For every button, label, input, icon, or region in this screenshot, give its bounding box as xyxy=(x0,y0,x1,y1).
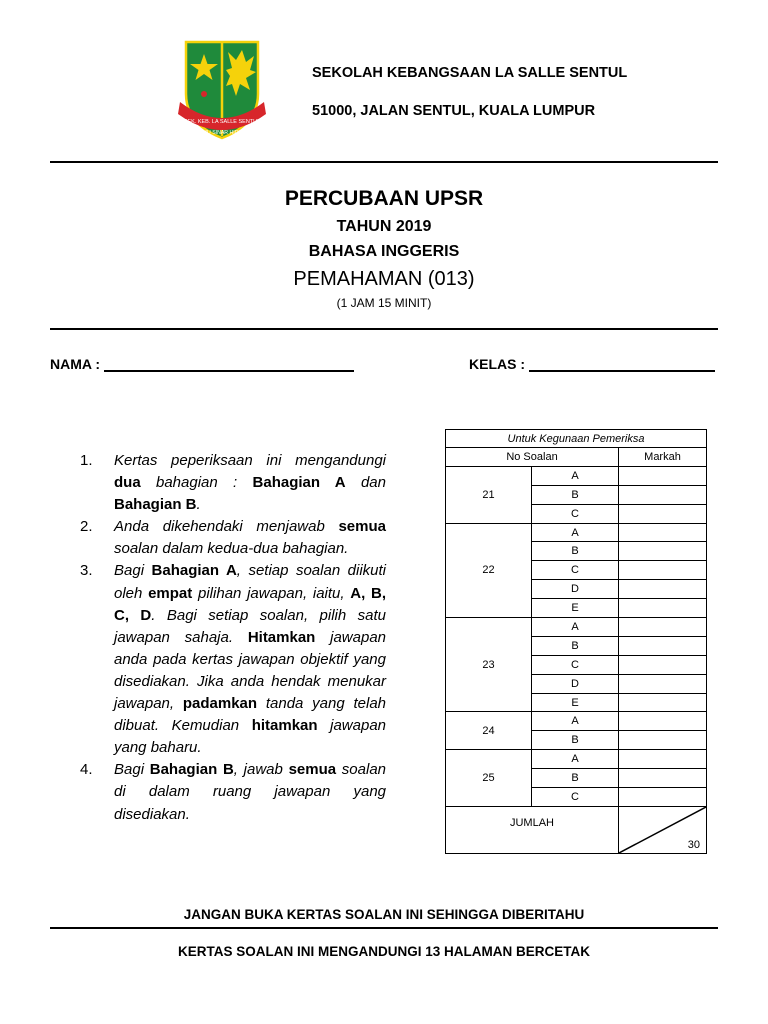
nama-line xyxy=(104,356,354,372)
question-part: D xyxy=(532,674,619,693)
instruction-emphasis: Hitamkan xyxy=(247,628,316,646)
instruction-emphasis: padamkan xyxy=(182,695,258,713)
marks-cell[interactable] xyxy=(619,750,707,769)
question-part: D xyxy=(532,580,619,599)
instruction-text: soalan di dalam ruang jawapan yang disediakan. xyxy=(114,761,386,823)
instruction-number: 2. xyxy=(80,518,93,536)
question-part: B xyxy=(532,542,619,561)
page-count-text: KERTAS SOALAN INI MENGANDUNGI 13 HALAMAN BERCETAK xyxy=(177,944,590,959)
col-header-question: No Soalan xyxy=(446,448,619,467)
table-row xyxy=(446,618,707,637)
warning-text: JANGAN BUKA KERTAS SOALAN INI SEHINGGA DIBERITAHU xyxy=(183,907,585,922)
marks-cell[interactable] xyxy=(619,504,707,523)
question-part: E xyxy=(532,693,619,712)
total-marks-cell[interactable] xyxy=(619,806,707,853)
kelas-field[interactable] xyxy=(469,356,715,372)
table-caption: Untuk Kegunaan Pemeriksa xyxy=(446,430,707,448)
marks-cell[interactable] xyxy=(619,655,707,674)
marks-cell[interactable] xyxy=(619,788,707,807)
question-part: C xyxy=(532,561,619,580)
title-divider xyxy=(50,328,718,330)
question-part: E xyxy=(532,599,619,618)
marks-cell[interactable] xyxy=(619,618,707,637)
marks-cell[interactable] xyxy=(619,561,707,580)
table-row xyxy=(446,750,707,769)
instruction-text: . Bagi setiap soalan, pilih satu jawapan sahaja. xyxy=(114,606,386,646)
instruction-text: Kertas peperiksaan ini mengandungi xyxy=(114,452,386,469)
question-part: A xyxy=(532,750,619,769)
instruction-item xyxy=(80,450,386,516)
instruction-emphasis: Bahagian A xyxy=(151,562,237,580)
table-row xyxy=(446,712,707,731)
question-number: 24 xyxy=(446,712,532,750)
instruction-text: jawapan yang baharu. xyxy=(114,717,386,757)
exam-title: PERCUBAAN UPSR xyxy=(284,187,484,210)
school-address: 51000, JALAN SENTUL, KUALA LUMPUR xyxy=(312,103,596,119)
marks-cell[interactable] xyxy=(619,693,707,712)
instruction-emphasis: Bahagian B xyxy=(149,761,234,779)
instruction-text: soalan dalam kedua-dua bahagian. xyxy=(114,540,349,558)
exam-paper: PEMAHAMAN (013) xyxy=(293,268,475,290)
table-row xyxy=(446,523,707,542)
total-max-marks: 30 xyxy=(687,838,701,851)
instruction-text: . xyxy=(196,496,201,514)
exam-year: TAHUN 2019 xyxy=(336,218,432,235)
instruction-text: , jawab xyxy=(233,761,289,779)
instruction-text: tanda yang telah dibuat. Kemudian xyxy=(114,695,387,735)
instruction-emphasis: empat xyxy=(148,584,193,602)
question-part: A xyxy=(532,523,619,542)
instruction-text: jawapan anda pada kertas jawapan objektif yang disediakan. Jika anda hendak menukar jawapan, xyxy=(114,628,386,713)
crest-ribbon-text: SEK. KEB. LA SALLE SENTUL xyxy=(183,119,261,125)
question-part: B xyxy=(532,769,619,788)
question-part: B xyxy=(532,731,619,750)
question-part: A xyxy=(532,466,619,485)
instruction-number: 3. xyxy=(80,562,93,580)
col-header-marks: Markah xyxy=(619,448,707,467)
instruction-number: 1. xyxy=(80,452,93,469)
question-number: 25 xyxy=(446,750,532,807)
instruction-emphasis: semua xyxy=(338,518,386,536)
footer-divider xyxy=(50,927,718,929)
question-part: B xyxy=(532,636,619,655)
instruction-item xyxy=(80,560,386,759)
total-label: JUMLAH xyxy=(446,806,619,853)
marks-cell[interactable] xyxy=(619,580,707,599)
header-divider xyxy=(50,161,718,163)
question-number: 21 xyxy=(446,466,532,523)
question-part: C xyxy=(532,788,619,807)
instruction-text: , setiap soalan diikuti oleh xyxy=(114,562,386,602)
question-number: 23 xyxy=(446,618,532,712)
instruction-emphasis: A, B, C, D xyxy=(114,584,387,624)
crest-motto-text: ILMU SINAR HIDUP xyxy=(198,130,246,136)
marks-cell[interactable] xyxy=(619,599,707,618)
question-part: B xyxy=(532,485,619,504)
total-row xyxy=(446,806,707,853)
question-part: C xyxy=(532,655,619,674)
exam-subject: BAHASA INGGERIS xyxy=(308,243,460,260)
marks-cell[interactable] xyxy=(619,674,707,693)
marks-cell[interactable] xyxy=(619,769,707,788)
instruction-text: dan xyxy=(345,474,386,492)
marks-cell[interactable] xyxy=(619,466,707,485)
question-part: C xyxy=(532,504,619,523)
kelas-line xyxy=(529,356,715,372)
instruction-item xyxy=(80,516,386,560)
marks-cell[interactable] xyxy=(619,712,707,731)
instruction-number: 4. xyxy=(80,761,93,779)
question-number: 22 xyxy=(446,523,532,617)
marks-cell[interactable] xyxy=(619,731,707,750)
instruction-emphasis: Bahagian B xyxy=(114,496,197,514)
instruction-emphasis: semua xyxy=(288,761,337,779)
instruction-text: Bagi xyxy=(114,761,150,779)
instruction-emphasis: dua xyxy=(114,474,141,492)
instruction-text: Anda dikehendaki menjawab xyxy=(114,518,339,536)
marks-cell[interactable] xyxy=(619,636,707,655)
school-name: SEKOLAH KEBANGSAAN LA SALLE SENTUL xyxy=(312,65,628,81)
marks-cell[interactable] xyxy=(619,542,707,561)
table-row xyxy=(446,466,707,485)
instruction-text: bahagian : xyxy=(140,474,253,492)
kelas-label: KELAS : xyxy=(469,356,525,372)
question-part: A xyxy=(532,618,619,637)
instruction-text: pilihan jawapan, iaitu, xyxy=(192,584,351,602)
marks-cell[interactable] xyxy=(619,485,707,504)
school-crest xyxy=(176,36,268,146)
instructions-list xyxy=(80,450,386,826)
marks-cell[interactable] xyxy=(619,523,707,542)
instruction-emphasis: hitamkan xyxy=(251,717,318,735)
nama-field[interactable] xyxy=(50,356,354,372)
nama-label: NAMA : xyxy=(50,356,101,372)
question-part: A xyxy=(532,712,619,731)
instruction-item xyxy=(80,759,386,825)
exam-duration: (1 JAM 15 MINIT) xyxy=(336,296,432,310)
examiner-marks-table xyxy=(445,429,707,854)
instruction-emphasis: Bahagian A xyxy=(252,474,346,492)
instruction-text: Bagi xyxy=(114,562,152,580)
